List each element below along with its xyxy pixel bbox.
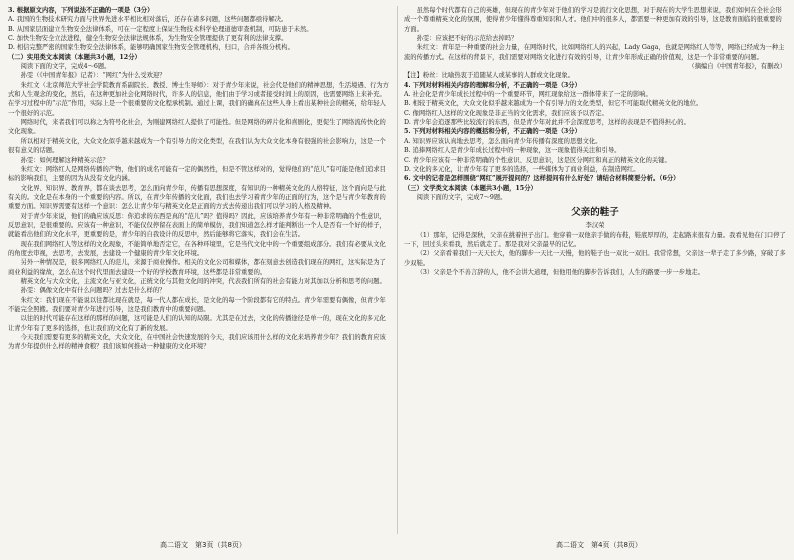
story-author: 李汉荣 (585, 222, 605, 230)
paragraph: 朱红文：网络红人是网络传播的产物，他们的成名可能有一定的偶然性，但是不管这样对的，觉得他们的“范儿”有可能是他们追求目标的影响我们，主要的因为从没有文化内涵。 (8, 165, 386, 183)
paragraph: 6. 文中的记者是怎样围绕“网红”展开提问的？这样提问有什么好处？请结合材料简要分析。（6分） (404, 175, 680, 183)
paragraph: D. 文化的多元化，让青少年有了更多的选择，一些媒体为了商业利益，在制造网红。 (404, 165, 640, 173)
paragraph: 孙雯：应该把不好的示范给去掉吗？ (416, 35, 518, 43)
paragraph: 另外一种情况是，很多网络红人的范儿，来源于商业操作。相关的文化公司和媒体，都在刻意去创造我们现在的网红，这实际是为了商业利益的缘故，怎么在这个时代里面去建设一个好的学校教育环境，这些都是非常重要的。 (8, 259, 386, 276)
paragraph: A. 我国的生物技术研究力面与世界先进水平相比相对落后，还存在诸多问题，这些问题都亟待解决。 (8, 16, 288, 24)
paragraph: 网络时代，来者我们可以称之为符号化社会，为刚建网络红人提供了可能性。但是网络的碎片化和喜剧化，更促生了网络流传快化的文化现象。 (8, 119, 386, 136)
paragraph: （三）文学类文本阅读（本题共3小题，15分） (404, 184, 537, 192)
paragraph: C. 加快生物安全立法进程，健全生物安全法律法规体系，为生物安全管理提供了更有利的法律支撑。 (8, 35, 288, 43)
story-paragraph: （3）父亲是个不善言辞的人，他不会讲大道理，但他用他的脚步告诉我们，人生的路要一步一步地走。 (416, 268, 704, 276)
story-paragraph: （2）父亲看着我们一天天长大，他的脚步一天比一天慢，他的鞋子也一双比一双旧。我常常想，父亲这一辈子走了多少路，穿破了多少双鞋。 (404, 250, 786, 267)
paragraph: D. 相信完整严密的国家生物安全法律体系，能够明确国家生物安全管理机构，归口，合并各级分机构。 (8, 44, 294, 52)
paragraph: 虽然每个时代都有自己的英雄，但现在的青少年对于他们的学习是流行文化思想，对于现在的大学生思想来说，我们如何在全社会形成一个尊重精英文化的氛围，使得青少年懂得尊重知识和人才。他们中的很多人，都需要一种更加有效的引导，这是教育面临的很重要的方面。 (404, 7, 782, 33)
paragraph: 以往的时代可能存在这样的那样的问题，这可能是人们的认知的局限。尤其是在过去，文化的传播途径是单一的，现在文化的多元化让青少年有了更多的选择，也让我们的文化有了新的发展。 (8, 315, 386, 332)
paragraph: 文化界、知识界、教育界，都在谈去思考，怎么面向青少年，传播有思想深度，有知识的一种精英文化的人格特征，这个面向是与此有关的。文化是在本身的一个重要的内容。所以，在青少年传播的文化面，我们也去学习着青少年的正面的行为，这个是与青少年教育的重要方面。知识界需要有这样一个意识：怎么让青少年与精英文化是正面的方式去传递出我们可以学习的人格及精神。 (8, 184, 386, 211)
column-divider (397, 6, 398, 534)
paragraph: 朱红文（北京师范大学社会学院教育系副院长、教授、博士生导师）：对于青少年来说，社会代是他们的精神思想，生活境遇、行为方式和人生观念的变化，然后，在这种更加社会化网络时代，许多人的信息，他们由于学习或者接受时间上的原因，也需要网络上来补充。在学习过程中的“示范”作用，实际上是一个很重要的文化程承机制。通过上课，我们的确真在这些人身上看出某种社会的精英，给年轻人一个很好的示范。 (8, 81, 389, 117)
paragraph: 4. 下列对材料相关内容的理解和分析，不正确的一项是（3分） (404, 81, 581, 89)
page-footer-left: 高二语文 第3页（共8页） (160, 541, 246, 549)
paragraph: 阅读下面的文字，完成7～9题。 (416, 193, 507, 201)
paragraph: 孙雯：偶像文化中有什么问题吗？过去是什么样的？ (20, 287, 166, 295)
paragraph: 5. 下列对材料相关内容的概括和分析，不正确的一项是（3分） (404, 128, 581, 136)
story-title: 父亲的鞋子 (571, 207, 619, 219)
story-paragraph: （1）那年，记得是深秋，父亲在挑着担子出门。他穿着一双他亲手做的布鞋，鞋底厚厚的，走起路来很有力量。我看见他在门口停了一下，回过头来看我，然后就走了。那是我对父亲最早的记忆。 (404, 231, 786, 248)
paragraph: 朱红文：青年是一种重要的社会力量，在网络时代，比如网络红人的兴起，Lady Gaga，也就是网络红人等等，网络已经成为一种主流的传播方式。在这样的背景下，我们需要对网络文化进行有效的引导，让青少年形成正确的价值观，这是一个非常重要的问题。 (404, 44, 785, 61)
paragraph: 对于青少年来说，他们的确应该反思：你追求的东西是真的“范儿”吗？值得吗？因此，应该培养青少年有一种非常明确的个性意识，反思意识，是很重要的。应该有一种意识，不能仅仅停留在表面上的简单模仿，我们知道怎么样才能判断出一个人是否有一个好的样子，就能看出他们的文化水平，更重要的是，青少年的自我设计的反思中，然后能够将它落实，我们会在生活。 (8, 212, 386, 239)
paragraph: A. 知识界应该认真地去思考，怎么面向青少年传播有深度的思想文化。 (404, 137, 602, 145)
paragraph: C. 像网络红人这样的文化现象是非正当的文化需求，我们应该予以否定。 (404, 109, 608, 117)
paragraph: B. 追捧网络红人是青少年成长过程中的一种现象，这一现象值得关注和引导。 (404, 147, 621, 155)
paragraph: 朱红文：我们现在不能说以往都比现在就是，每一代人都在成长，是文化的每一个阶段都有它的特点。青少年需要有偶像，但青少年不能完全照搬。我们要对青少年进行引导，这是我们教育中的重要问题。 (8, 296, 386, 313)
paragraph: C. 青少年应该有一种非常明确的个性意识、反思意识，这是区分网红和真正的精英文化的关键。 (404, 156, 671, 164)
paragraph: 现在我们网络红人等这样的文化现象，不能简单地否定它，在各种环境里，它是当代文化中的一个重要组成部分。我们有必要从文化的角度去审视，去思考，去发展，去建设一个健康的青少年文化环境。 (8, 240, 386, 257)
right-column (404, 6, 786, 277)
paragraph: 孙雯（《中国青年报》记者）：“网红”为什么受欢迎？ (20, 72, 166, 80)
paragraph: （二）实用类文本阅读（本题共3小题，12分） (8, 53, 141, 61)
left-column (8, 6, 390, 352)
paragraph: 今天我们需要有更多的精英文化，大众文化，在中国社会快速发展的今天，我们应该用什么样的文化来培养青少年？我们的教育应该为青少年提供什么样的精神食粮？我们该如何推动一种健康的文化环境？ (8, 334, 386, 351)
paragraph: D. 青少年会追逐那些比较流行的东西，但是青少年对此并不会深度思考，这样的表现是不值得担心的。 (404, 119, 690, 127)
paragraph: （摘编自《中国青年报》，有删改） (688, 63, 786, 71)
paragraph: 3. 根据原文内容，下列说法不正确的一项是（3分） (8, 7, 154, 14)
paragraph: B. 从国家层面建立生物安全法律体系，可在一定程度上保证生物技术科学伦理道德审查机制，可防患于未然。 (8, 25, 313, 33)
paragraph: 阅读下面的文字，完成4～6题。 (20, 63, 111, 71)
paragraph: 精英文化与大众文化，主流文化与亚文化，正统文化与其他文化间的冲突，代表我们所有的社会有能力对其加以分析和思考的问题。 (20, 277, 386, 285)
paragraph: B. 相较于精英文化，大众文化似乎越来越成为一个有引导力的文化类型，但它不可能取代精英文化的地位。 (404, 100, 703, 108)
page-footer-right: 高二语文 第4页（共8页） (556, 541, 642, 549)
paragraph: A. 社会化是青少年成长过程中的一个重要环节，网红现象给这一群体带来了一定的影响。 (404, 91, 652, 99)
paragraph: 孙雯：如何理解这种精英示范？ (20, 156, 109, 164)
paragraph: 所以相对于精英文化，大众文化似乎越来越成为一个有引导力的文化类型，在我们认为大众文化本身有很强的社会影响力，这是一个很有意义的话题。 (8, 137, 386, 155)
paragraph: 【注】粉丝：比喻热衷于追随某人或某事的人群或文化现象。 (404, 72, 575, 80)
